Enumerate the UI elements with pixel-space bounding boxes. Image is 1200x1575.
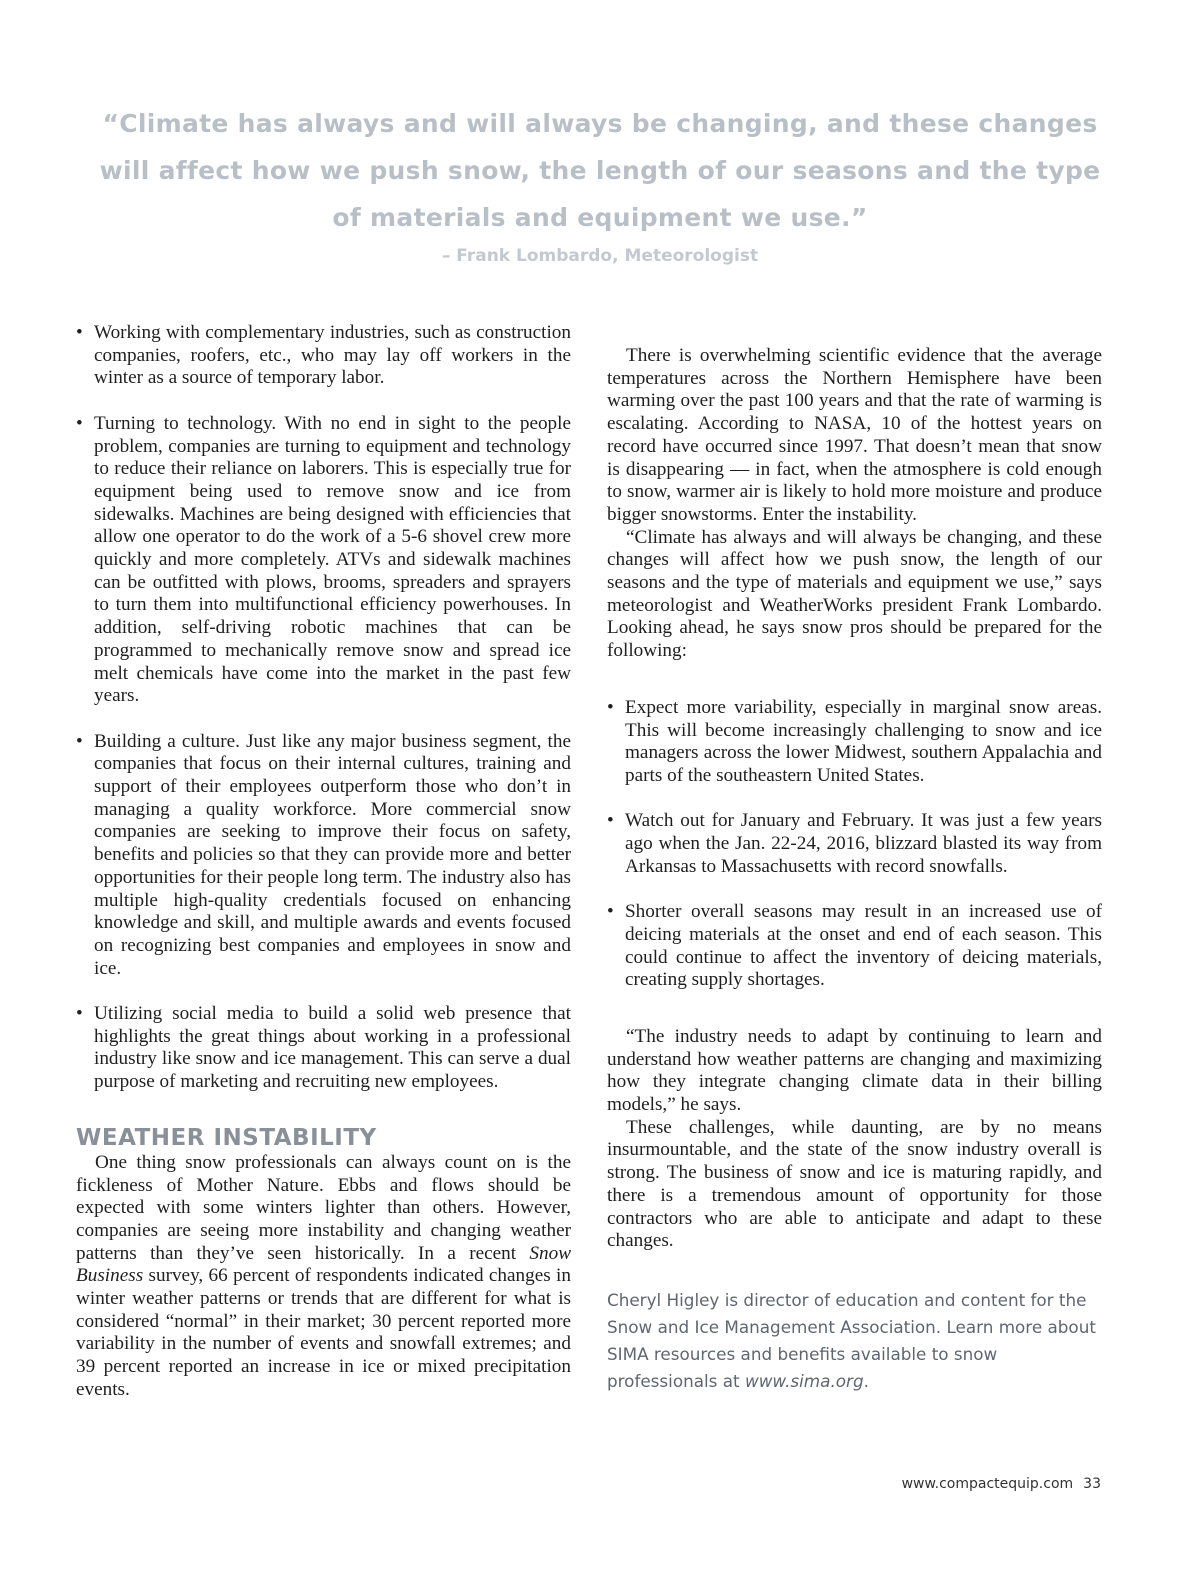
list-item: • Building a culture. Just like any major business segment, the companies that focus on their internal cultures, training and support of their employees outperform those who don’t in managing a quality workforce. More commercial snow companies are seeking to improve their focus on safety, benefits and policies so that they can provide more and better opportunities for their people long term. The industry also has multiple high-quality credentials focused on enhancing knowledge and skill, and multiple awards and events focused on recognizing best companies and employees in snow and ice. — [76, 731, 571, 981]
left-column — [76, 322, 571, 1402]
list-item: • Shorter overall seasons may result in an increased use of deicing materials at the onset and end of each season. This could continue to affect the inventory of deicing materials, creating supply shortages. — [607, 901, 1102, 992]
right-column — [607, 345, 1102, 1395]
weather-paragraph — [76, 1152, 571, 1402]
body-paragraph: There is overwhelming scientific evidence that the average temperatures across the Northern Hemisphere have been warming over the past 100 years and that the rate of warming is escalating. According to NASA, 10 of the hottest years on record have occurred since 1997. That doesn’t mean that snow is disappearing — in fact, when the atmosphere is cold enough to snow, warmer air is likely to hold more moisture and produce bigger snowstorms. Enter the instability. — [607, 345, 1102, 525]
right-bullet-list — [607, 697, 1102, 992]
bio-text: Cheryl Higley is director of education and content for the Snow and Ice Management Association. Learn more about SIMA resources and benefits available to snow professionals at — [607, 1289, 1096, 1391]
footer-url: www.compactequip.com — [901, 1476, 1074, 1492]
section-heading: WEATHER INSTABILITY — [76, 1124, 377, 1151]
author-bio — [607, 1287, 1102, 1395]
body-paragraph: “The industry needs to adapt by continuing to learn and understand how weather patterns are changing and maximizing how they integrate changing climate data in their billing models,” he says. — [607, 1025, 1102, 1116]
sima-link[interactable]: www.sima.org — [744, 1370, 864, 1391]
page-number: 33 — [1083, 1476, 1101, 1492]
list-item: • Utilizing social media to build a solid web presence that highlights the great things about working in a professional industry like snow and ice management. This can serve a dual purpose of marketing and recruiting new employees. — [76, 1003, 571, 1094]
body-paragraph: “Climate has always and will always be changing, and these changes will affect how we push snow, the length of our seasons and the type of materials and equipment we use,” says meteorologist and WeatherWorks president Frank Lombardo. Looking ahead, he says snow pros should be prepared for the following: — [607, 526, 1102, 662]
list-item: • Expect more variability, especially in marginal snow areas. This will become increasingly challenging to snow and ice managers across the lower Midwest, southern Appalachia and parts of the southeastern United States. — [607, 697, 1102, 788]
body-paragraph: These challenges, while daunting, are by no means insurmountable, and the state of the snow industry overall is strong. The business of snow and ice is maturing rapidly, and there is a tremendous amount of opportunity for those contractors who are able to anticipate and adapt to these changes. — [607, 1116, 1102, 1252]
list-item: • Turning to technology. With no end in sight to the people problem, companies are turning to equipment and technology to reduce their reliance on laborers. This is especially true for equipment being used to remove snow and ice from sidewalks. Machines are being designed with efficiencies that allow one operator to do the work of a 5-6 shovel crew more quickly and more completely. ATVs and sidewalk machines can be outfitted with plows, brooms, spreaders and sprayers to turn them into multifunctional efficiency powerhouses. In addition, self-driving robotic machines that can be programmed to mechanically remove snow and spread ice melt chemicals have come into the market in the past few years. — [76, 413, 571, 708]
publication-title: Snow Business — [76, 1242, 571, 1287]
weather-text-start: One thing snow professionals can always count on is the fickleness of Mother Nature. Ebbs and flows should be expected with some winters lighter than others. However, companies are seeing more instability and changing weather patterns than they’ve seen historically. In a recent — [76, 1151, 571, 1264]
list-item: • Working with complementary industries, such as construction companies, roofers, etc., who may lay off workers in the winter as a source of temporary labor. — [76, 322, 571, 390]
left-bullet-list — [76, 322, 571, 1094]
pull-quote: “Climate has always and will always be changing, and these changes will affect how we push snow, the length of our seasons and the type of materials and equipment we use.” — [99, 109, 1101, 232]
pull-quote-attribution: – Frank Lombardo, Meteorologist — [441, 246, 759, 266]
bio-end: . — [863, 1370, 869, 1391]
page-footer — [902, 1476, 1101, 1492]
weather-text-end: survey, 66 percent of respondents indicated changes in winter weather patterns or trends that are different for what is considered “normal” in their market; 30 percent reported more variability in the number of events and snowfall extremes; and 39 percent reported an increase in ice or mixed precipitation events. — [76, 1265, 571, 1400]
list-item: • Watch out for January and February. It was just a few years ago when the Jan. 22-24, 2016, blizzard blasted its way from Arkansas to Massachusetts with record snowfalls. — [607, 810, 1102, 878]
